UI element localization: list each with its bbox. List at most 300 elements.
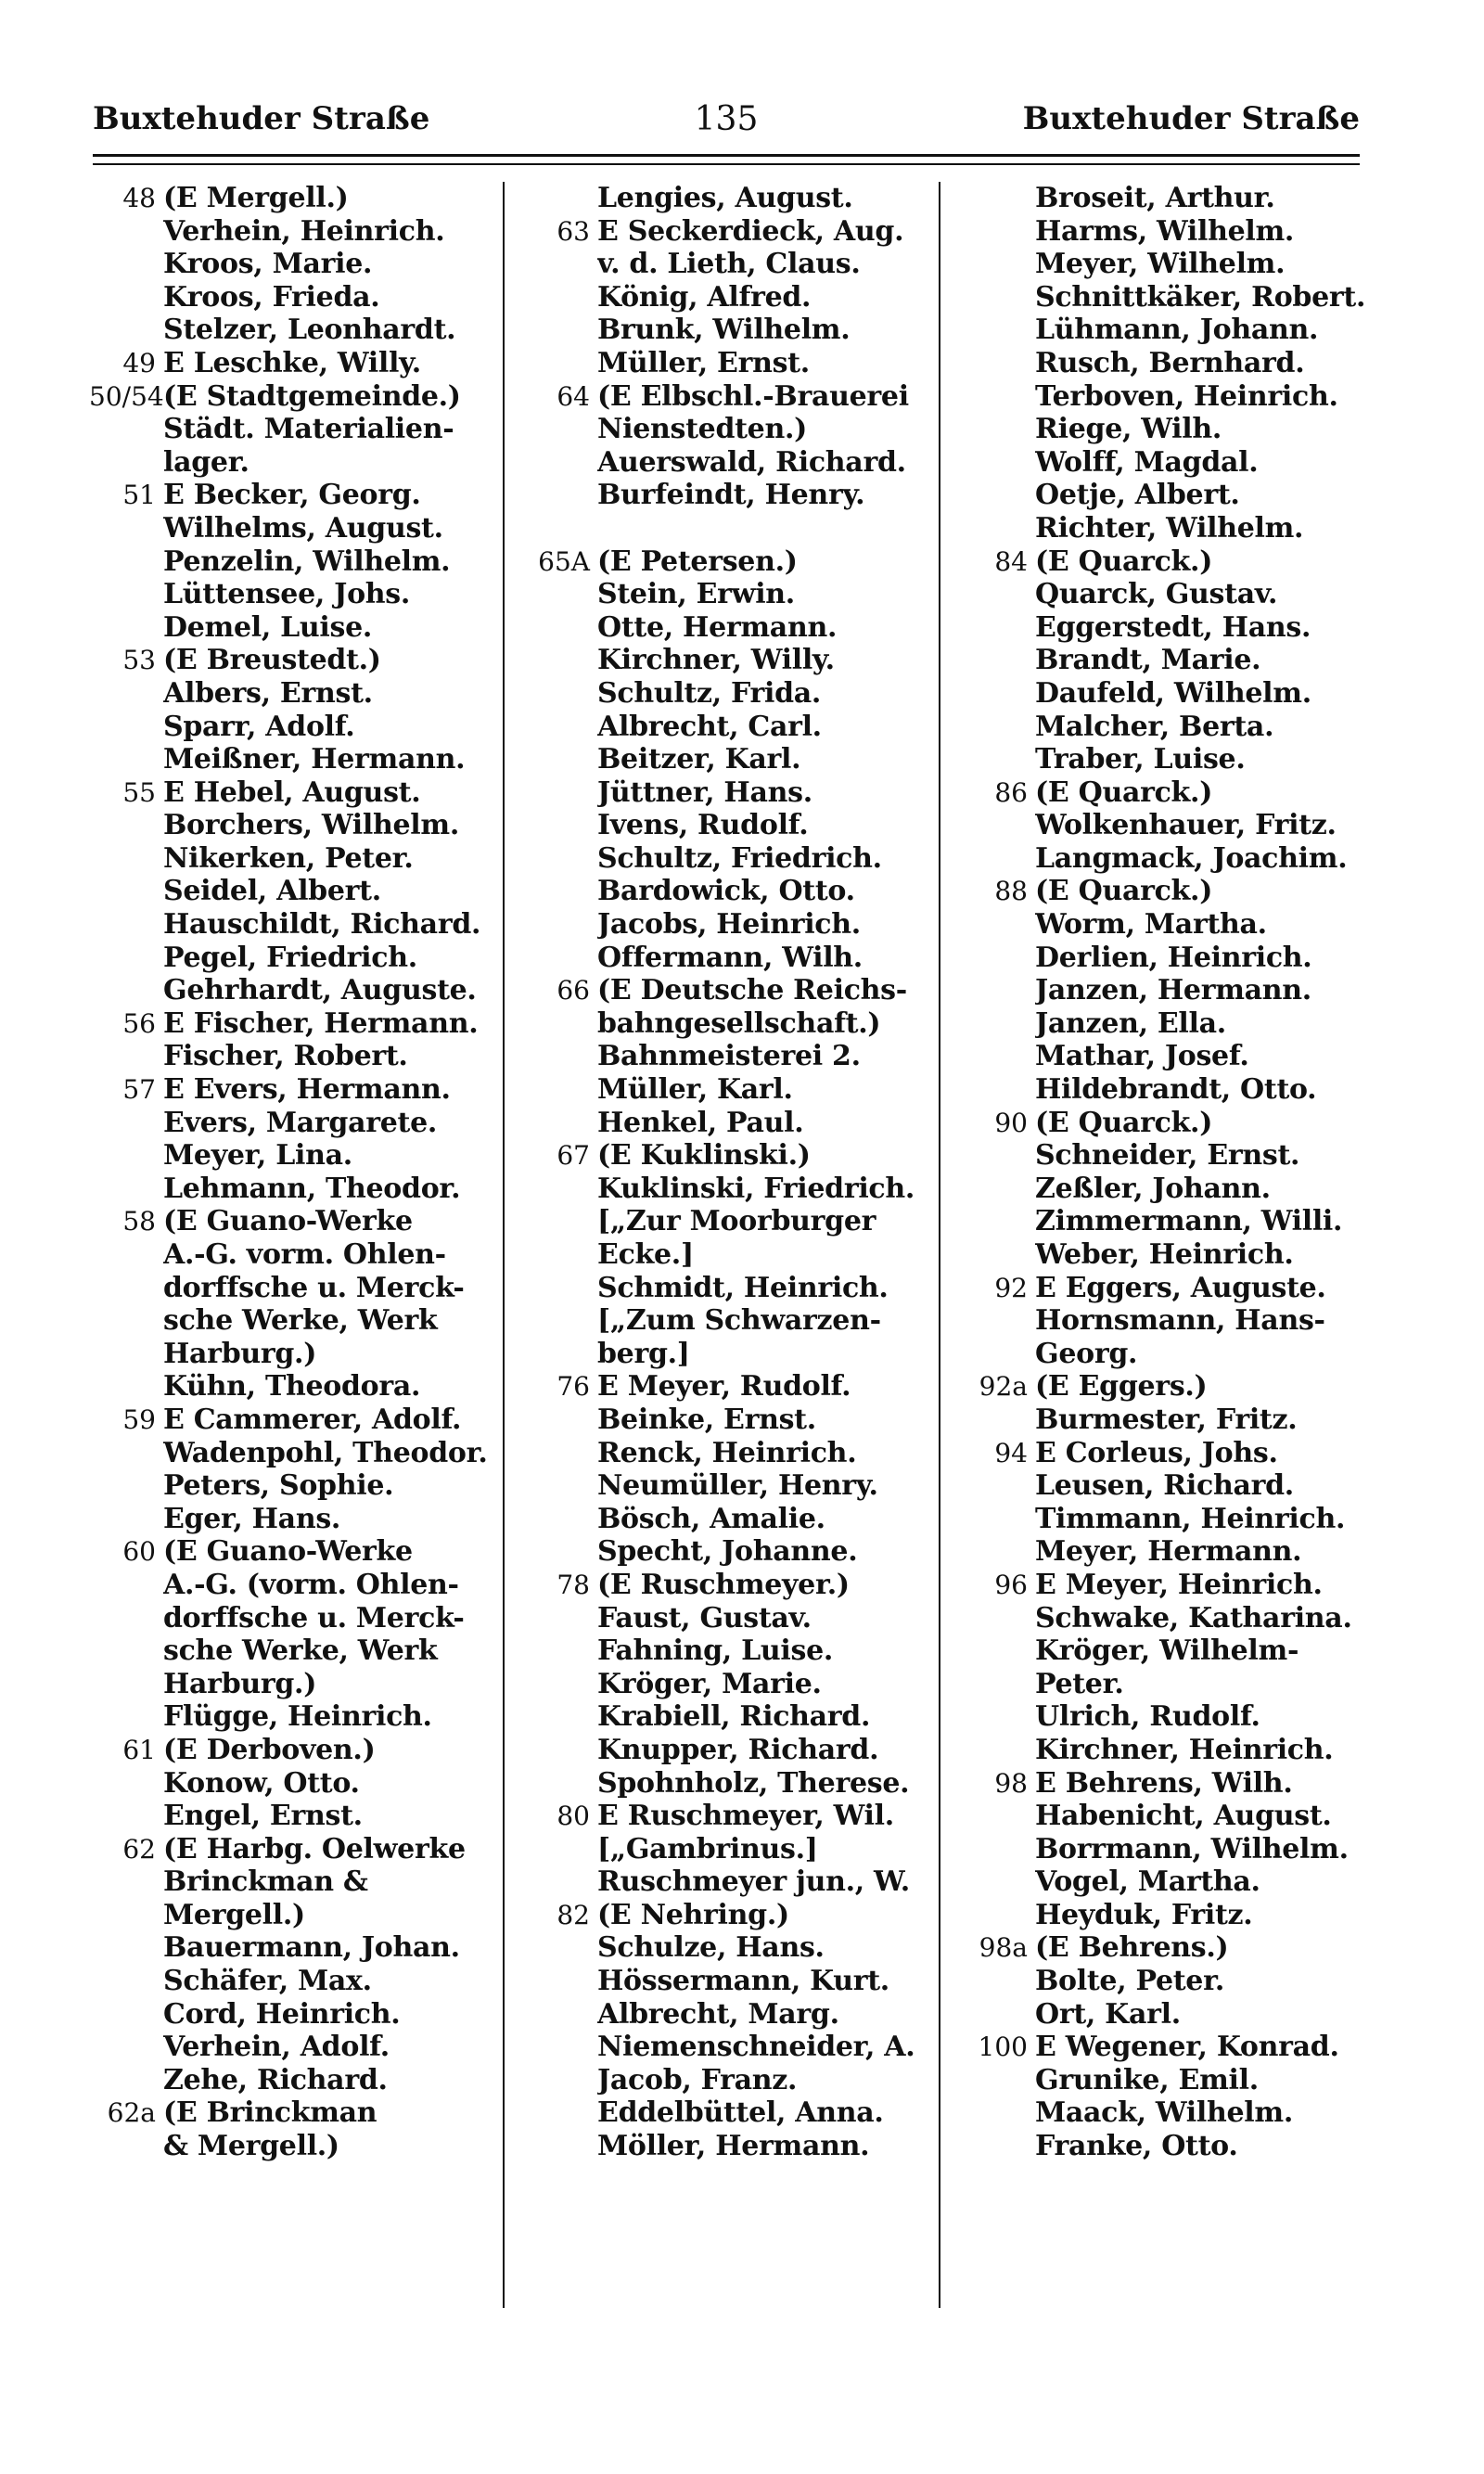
house-number [89,1965,163,1998]
house-number [946,1404,1035,1437]
directory-entry [946,215,1382,249]
resident-name: Weber, Heinrich. [1035,1238,1294,1271]
resident-name: Verhein, Heinrich. [163,214,445,248]
directory-entry [89,479,506,512]
resident-name: Langmack, Joachim. [1035,841,1348,875]
resident-name: Schultz, Friedrich. [597,841,882,875]
resident-name: (E Derboven.) [163,1733,376,1766]
resident-name: Schmidt, Heinrich. [597,1271,889,1304]
directory-entry [89,743,506,776]
directory-entry [512,842,939,876]
directory-entry [89,2130,506,2163]
directory-entry [89,1833,506,1866]
house-number [512,1238,597,1272]
directory-entry [946,644,1382,677]
resident-name: (E Petersen.) [597,545,798,578]
resident-name: (E Guano-Werke [163,1205,413,1238]
house-number [89,875,163,908]
house-number [946,1238,1035,1272]
resident-name: (E Brinckman [163,2096,377,2130]
directory-entry [89,1370,506,1404]
resident-name: (E Mergell.) [163,182,349,214]
directory-entry [89,611,506,645]
resident-name: E Cammerer, Adolf. [163,1403,462,1436]
resident-name: E Fischer, Hermann. [163,1006,479,1040]
directory-entry [512,809,939,842]
directory-entry [89,1734,506,1767]
resident-name: Lüttensee, Johs. [163,578,411,611]
resident-name: [„Gambrinus.] [597,1832,818,1865]
house-number: 78 [556,1569,590,1600]
directory-entry [946,1668,1382,1701]
directory-entry [512,942,939,975]
resident-name: Flügge, Heinrich. [163,1700,432,1734]
resident-name: Kuklinski, Friedrich. [597,1172,915,1205]
house-number [89,611,163,645]
directory-entry [89,1437,506,1470]
house-number [89,446,163,480]
house-number: 49 [122,347,156,378]
directory-entry [512,1238,939,1272]
resident-name: Kröger, Marie. [597,1667,822,1700]
resident-name: Broseit, Arthur. [1035,182,1275,214]
house-number [946,1634,1035,1668]
house-number [946,1899,1035,1932]
house-number [946,1304,1035,1338]
directory-entry [89,1931,506,1965]
directory-entry [89,1569,506,1602]
directory-entry [946,479,1382,512]
directory-entry [946,182,1382,215]
directory-entry [89,2064,506,2097]
house-number [89,1238,163,1272]
house-number [946,1205,1035,1238]
resident-name: Borrmann, Wilhelm. [1035,1832,1349,1865]
resident-name: Ruschmeyer jun., W. [597,1865,910,1899]
directory-entry [89,347,506,380]
resident-name: A.-G. (vorm. Ohlen- [163,1568,459,1601]
resident-name: Hildebrandt, Otto. [1035,1073,1317,1107]
directory-entry [946,1173,1382,1206]
house-number [946,1040,1035,1073]
header-right-title: Buxtehuder Straße [1022,100,1360,137]
house-number: 98 [994,1767,1028,1799]
directory-entry [89,1173,506,1206]
house-number [946,380,1035,414]
resident-name: Zeßler, Johann. [1035,1172,1271,1205]
resident-name: (E Harbg. Oelwerke [163,1832,466,1865]
directory-entry [946,1700,1382,1734]
resident-name: Bösch, Amalie. [597,1502,825,1535]
resident-name: Fahning, Luise. [597,1634,834,1668]
house-number [946,1800,1035,1833]
directory-entry [512,1734,939,1767]
resident-name: Eggerstedt, Hans. [1035,610,1311,644]
directory-entry [512,1767,939,1801]
directory-entry [89,1107,506,1140]
directory-entry [512,1865,939,1899]
house-number: 61 [122,1734,156,1765]
directory-entry [89,1634,506,1668]
house-number [512,1734,597,1767]
directory-entry [89,1073,506,1107]
directory-entry [946,1535,1382,1569]
directory-entry [512,1602,939,1635]
directory-entry [946,1404,1382,1437]
resident-name: & Mergell.) [163,2130,339,2163]
resident-name: Sparr, Adolf. [163,710,355,743]
resident-name: Brunk, Wilhelm. [597,314,851,347]
directory-entry [512,479,939,512]
house-number: 88 [994,876,1028,907]
directory-entry [512,2096,939,2130]
house-number [89,1040,163,1073]
house-number [89,512,163,545]
directory-entry [512,908,939,942]
resident-name: Jacob, Franz. [597,2063,798,2096]
directory-entry [89,1338,506,1371]
directory-entry [512,1073,939,1107]
house-number [512,413,597,446]
resident-name: v. d. Lieth, Claus. [597,248,861,281]
resident-name: Harburg.) [163,1337,317,1370]
resident-name: Ulrich, Rudolf. [1035,1700,1260,1734]
directory-entry [946,1007,1382,1041]
house-number [512,248,597,281]
directory-entry [946,446,1382,480]
house-number [946,1998,1035,2032]
house-number [946,1602,1035,1635]
directory-entry [946,1602,1382,1635]
directory-entry [946,347,1382,380]
resident-name: Bolte, Peter. [1035,1965,1224,1998]
directory-entry [946,314,1382,347]
house-number [946,711,1035,744]
directory-entry [946,1040,1382,1073]
directory-entry [512,578,939,611]
house-number: 62 [122,1833,156,1865]
house-number [946,314,1035,347]
resident-name: Albers, Ernst. [163,676,373,710]
house-number [89,1865,163,1899]
resident-name: Georg. [1035,1337,1138,1370]
resident-name: Krabiell, Richard. [597,1700,871,1734]
house-number [512,1338,597,1371]
directory-entry [89,248,506,281]
house-number: 50/54 [89,380,164,412]
directory-entry [946,611,1382,645]
house-number [946,182,1035,215]
house-number [512,1998,597,2032]
house-number [946,1668,1035,1701]
resident-name: Nikerken, Peter. [163,841,414,875]
directory-entry [89,1304,506,1338]
house-number [946,1338,1035,1371]
house-number [89,677,163,711]
house-number [89,1998,163,2032]
directory-entry [512,1668,939,1701]
resident-name: (E Quarck.) [1035,1106,1213,1139]
directory-entry [512,611,939,645]
house-number [512,314,597,347]
house-number: 94 [994,1437,1028,1468]
resident-name: Wilhelms, August. [163,511,443,545]
house-number [512,1965,597,1998]
directory-entry [946,1139,1382,1173]
resident-name: Meyer, Lina. [163,1139,352,1173]
resident-name: [„Zum Schwarzen- [597,1304,881,1338]
resident-name: Grunike, Emil. [1035,2063,1259,2096]
directory-entry [946,1107,1382,1140]
resident-name: Peter. [1035,1667,1124,1700]
house-number [512,677,597,711]
house-number: 76 [556,1371,590,1403]
house-number [512,2031,597,2064]
resident-name: Städt. Materialien- [163,413,454,446]
house-number [946,1503,1035,1536]
resident-name: (E Ruschmeyer.) [597,1568,850,1601]
house-number [89,1173,163,1206]
house-number [946,743,1035,776]
directory-entry [946,578,1382,611]
house-number: 82 [556,1899,590,1930]
house-number [512,611,597,645]
directory-entry [89,1865,506,1899]
house-number: 90 [994,1107,1028,1138]
resident-name: Derlien, Heinrich. [1035,941,1312,974]
page-header [93,89,1360,148]
house-number [946,248,1035,281]
directory-entry [89,1469,506,1503]
house-number [946,908,1035,942]
resident-name: Zimmermann, Willi. [1035,1205,1343,1238]
resident-name: Bauermann, Johan. [163,1931,460,1965]
resident-name: (E Stadtgemeinde.) [163,379,461,413]
resident-name: Lühmann, Johann. [1035,314,1319,347]
resident-name: Vogel, Martha. [1035,1865,1260,1899]
directory-entry [89,1899,506,1932]
house-number: 63 [556,215,590,247]
resident-name: Spohnholz, Therese. [597,1766,910,1800]
resident-name: Timmann, Heinrich. [1035,1502,1346,1535]
directory-entry [89,1007,506,1041]
house-number: 86 [994,776,1028,808]
house-number: 53 [122,645,156,676]
directory-entry [89,1998,506,2032]
directory-entry [89,1602,506,1635]
resident-name: Wolff, Magdal. [1035,445,1259,479]
directory-entry [89,413,506,446]
resident-name: (E Deutsche Reichs- [597,974,907,1007]
directory-entry [512,248,939,281]
house-number [512,1437,597,1470]
house-number: 57 [122,1074,156,1106]
header-rule-bottom [93,163,1360,165]
house-number [512,1040,597,1073]
house-number [89,2130,163,2163]
directory-entry [946,942,1382,975]
house-number [946,413,1035,446]
directory-entry [512,1998,939,2032]
house-number [512,2064,597,2097]
directory-entry [89,1800,506,1833]
resident-name: sche Werke, Werk [163,1304,438,1338]
directory-entry [512,1899,939,1932]
resident-name: E Meyer, Heinrich. [1035,1568,1323,1601]
house-number [512,1602,597,1635]
resident-name: Harburg.) [163,1667,317,1700]
directory-entry [512,974,939,1007]
resident-name: Kühn, Theodora. [163,1370,421,1404]
directory-entry [512,1931,939,1965]
house-number [512,1700,597,1734]
directory-entry [512,1304,939,1338]
resident-name: Demel, Luise. [163,610,373,644]
resident-name: Burfeindt, Henry. [597,479,865,512]
directory-entry [89,908,506,942]
house-number: 92a [979,1371,1028,1403]
resident-name: (E Quarck.) [1035,776,1213,809]
resident-name: Wadenpohl, Theodor. [163,1436,488,1469]
page-number: 135 [694,99,759,138]
column-2 [512,182,939,2301]
resident-name: König, Alfred. [597,280,812,314]
directory-entry [946,1304,1382,1338]
directory-entry [89,2096,506,2130]
house-number [946,215,1035,249]
resident-name: berg.] [597,1337,690,1370]
house-number [512,875,597,908]
resident-name: Brandt, Marie. [1035,644,1261,677]
resident-name: Heyduk, Fritz. [1035,1898,1253,1931]
resident-name: Fischer, Robert. [163,1040,408,1073]
column-1 [89,182,506,2301]
house-number [512,1535,597,1569]
resident-name: Riege, Wilh. [1035,413,1222,446]
house-number: 60 [122,1536,156,1568]
directory-entry [512,413,939,446]
resident-name: Schnittkäker, Robert. [1035,280,1366,314]
directory-entry [512,1205,939,1238]
resident-name: E Corleus, Johs. [1035,1436,1278,1469]
house-number [512,1931,597,1965]
directory-entry [512,1469,939,1503]
resident-name: E Wegener, Konrad. [1035,2031,1339,2064]
house-number [89,974,163,1007]
resident-name: Kröger, Wilhelm- [1035,1634,1299,1668]
resident-name: Bahnmeisterei 2. [597,1040,861,1073]
directory-entry [946,1503,1382,1536]
resident-name: Mathar, Josef. [1035,1040,1249,1073]
house-number [512,1304,597,1338]
house-number [89,1338,163,1371]
directory-entry [512,2031,939,2064]
directory-entry [512,2130,939,2163]
directory-entry [512,1173,939,1206]
directory-entry [946,1437,1382,1470]
house-number [946,1535,1035,1569]
house-number [512,1668,597,1701]
house-number [512,1503,597,1536]
resident-name: Lehmann, Theodor. [163,1172,461,1205]
header-rule-top [93,154,1360,157]
resident-name: E Ruschmeyer, Wil. [597,1800,894,1833]
house-number [512,1404,597,1437]
directory-entry [946,380,1382,414]
directory-entry [89,1767,506,1801]
directory-entry [512,644,939,677]
directory-entry [946,974,1382,1007]
directory-entry [946,545,1382,579]
directory-entry [946,1965,1382,1998]
resident-name: Schultz, Frida. [597,676,822,710]
house-number [89,1634,163,1668]
resident-name: Lengies, August. [597,182,853,214]
resident-name: E Hebel, August. [163,776,421,809]
house-number: 55 [122,776,156,808]
resident-name: Renck, Heinrich. [597,1436,857,1469]
resident-name: Kirchner, Heinrich. [1035,1733,1334,1766]
resident-name: Gehrhardt, Auguste. [163,974,477,1007]
directory-entry [89,1535,506,1569]
house-number [89,578,163,611]
house-number: 65A [538,545,590,577]
directory-entry [946,1634,1382,1668]
house-number [946,1833,1035,1866]
directory-entry [946,281,1382,314]
house-number: 66 [556,975,590,1006]
resident-name: dorffsche u. Merck- [163,1601,465,1634]
resident-name [597,512,939,545]
resident-name: Kroos, Marie. [163,248,373,281]
directory-entry [946,711,1382,744]
directory-entry [89,974,506,1007]
directory-entry [512,1338,939,1371]
directory-entry [89,380,506,414]
directory-entry [512,182,939,215]
resident-name: Stein, Erwin. [597,578,795,611]
resident-name: E Behrens, Wilh. [1035,1766,1293,1800]
resident-name: Traber, Luise. [1035,743,1246,776]
resident-name: Müller, Karl. [597,1073,793,1107]
house-number [512,942,597,975]
directory-entry [512,1569,939,1602]
directory-entry [946,1931,1382,1965]
directory-entry [89,875,506,908]
directory-entry [89,677,506,711]
directory-entry [946,1469,1382,1503]
directory-entry [512,1965,939,1998]
resident-name: Verhein, Adolf. [163,2031,390,2064]
resident-name: Cord, Heinrich. [163,1997,401,2031]
resident-name: Faust, Gustav. [597,1601,812,1634]
house-number [89,1700,163,1734]
house-number [512,2130,597,2163]
house-number [512,644,597,677]
resident-name: Schwake, Katharina. [1035,1601,1352,1634]
resident-name: E Evers, Hermann. [163,1073,451,1107]
directory-entry [89,1139,506,1173]
house-number [946,644,1035,677]
house-number [512,1107,597,1140]
house-number [512,711,597,744]
resident-name: Specht, Johanne. [597,1535,858,1569]
resident-name: Otte, Hermann. [597,610,838,644]
directory-entry [512,1800,939,1833]
resident-name: Möller, Hermann. [597,2130,870,2163]
house-number [946,281,1035,314]
directory-entry [512,875,939,908]
